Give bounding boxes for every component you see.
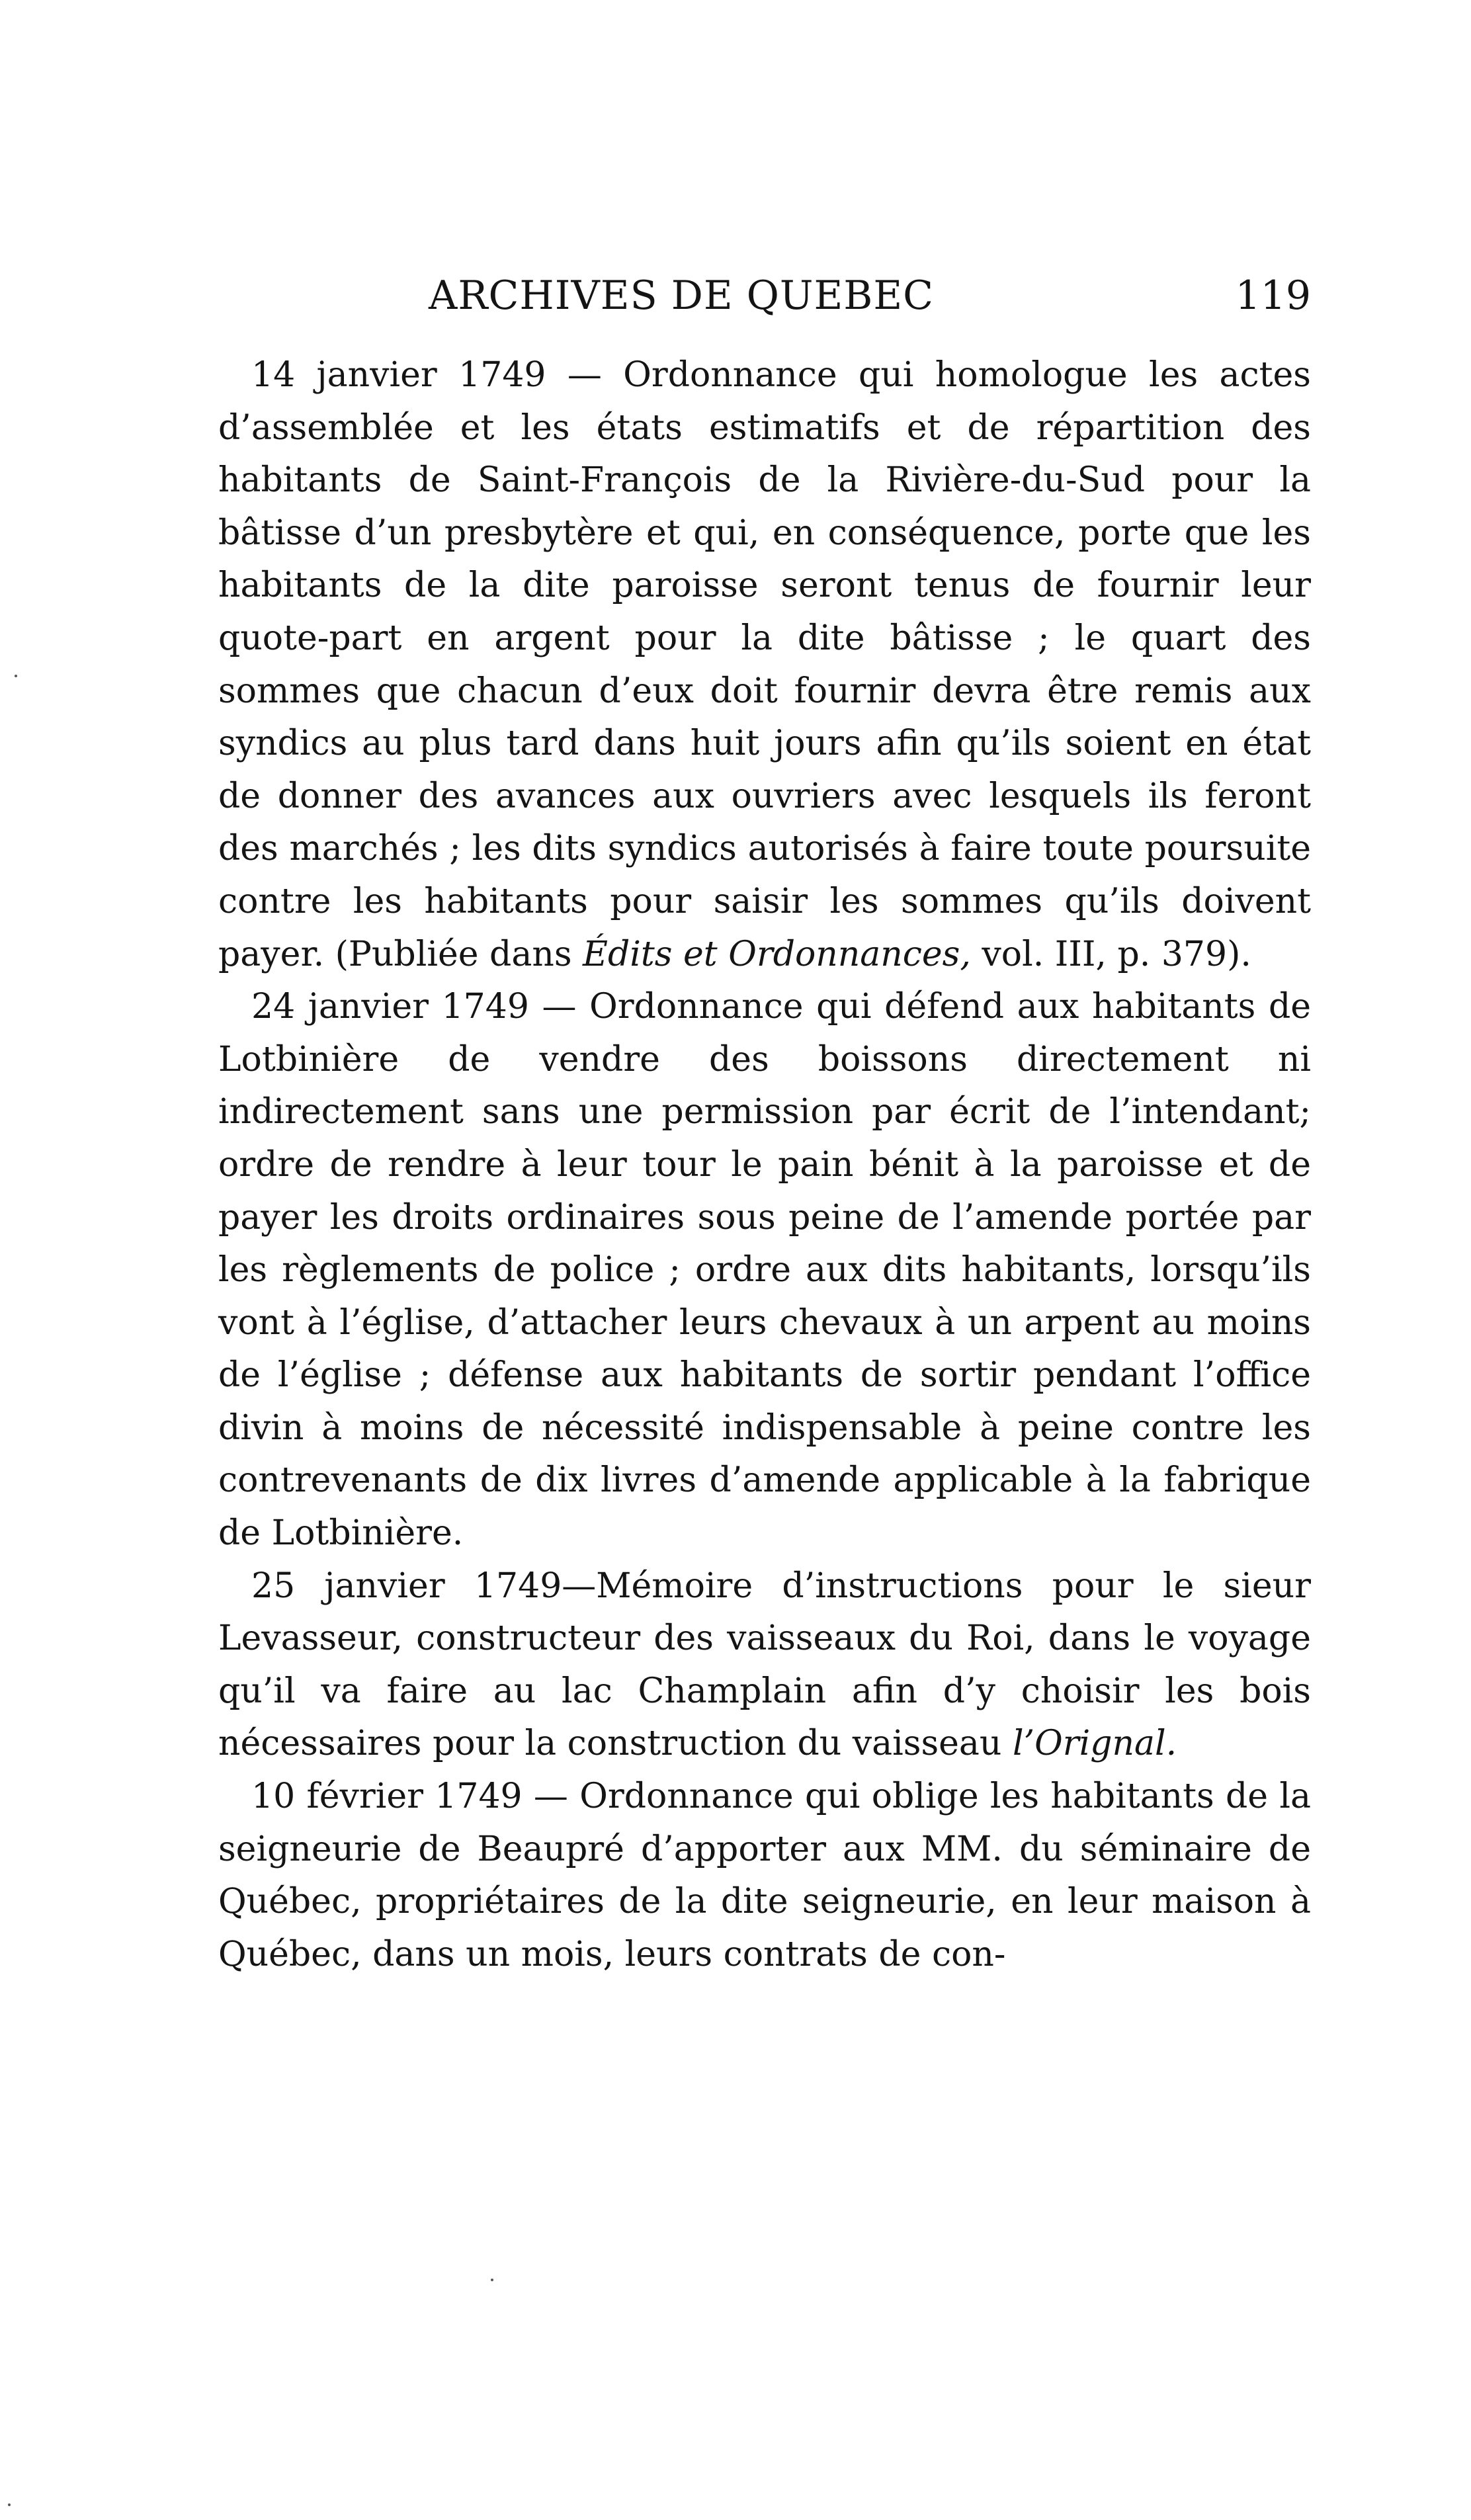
italic-ship-name: l’Orignal. xyxy=(1012,1724,1177,1764)
scan-speck xyxy=(8,2503,11,2506)
entry-24-janvier-1749 xyxy=(218,981,1311,1560)
entry-text: 10 février 1749 — Ordonnance qui oblige les habitants de la seigneurie de Beaupré d’apporter aux MM. du séminaire de Québec, propriétaires de la dite seigneurie, en leur maison à Québec, dans un mois, leurs contrats de con- xyxy=(218,1777,1311,1974)
running-header xyxy=(218,259,1311,332)
page-number: 119 xyxy=(1235,273,1311,319)
running-title: ARCHIVES DE QUEBEC xyxy=(429,273,935,319)
scan-speck xyxy=(491,2279,493,2281)
entry-10-fevrier-1749 xyxy=(218,1771,1311,1981)
entry-text: 25 janvier 1749—Mémoire d’instructions pour le sieur Levasseur, constructeur des vaisseaux du Roi, dans le voyage qu’il va faire au lac Champlain afin d’y choisir les bois nécessaires pour la construction du vaisseau xyxy=(218,1566,1311,1764)
entry-text-end: vol. III, p. 379). xyxy=(970,934,1251,974)
body-text xyxy=(218,349,1311,1981)
entry-text: 24 janvier 1749 — Ordonnance qui défend aux habitants de Lotbinière de vendre des boissons directement ni indirectement sans une permission par écrit de l’intendant; ordre de rendre à leur tour le pain bénit à la paroisse et de payer les droits ordinaires sous peine de l’amende portée par les règlements de police ; ordre aux dits habitants, lorsqu’ils vont à l’église, d’attacher leurs chevaux à un arpent au moins de l’église ; défense aux habitants de sortir pendant l’office divin à moins de nécessité indispensable à peine contre les contrevenants de dix livres d’amende applicable à la fabrique de Lotbinière. xyxy=(218,987,1311,1554)
entry-25-janvier-1749 xyxy=(218,1560,1311,1771)
italic-title: Édits et Ordonnances, xyxy=(583,934,971,974)
entry-text: 14 janvier 1749 — Ordonnance qui homologue les actes d’assemblée et les états estimatifs et de répartition des habitants de Saint-François de la Rivière-du-Sud pour la bâtisse d’un presbytère et qui, en conséquence, porte que les habitants de la dite paroisse seront tenus de fournir leur quote-part en argent pour la dite bâtisse ; le quart des sommes que chacun d’eux doit fournir devra être remis aux syndics au plus tard dans huit jours afin qu’ils soient en état de donner des avances aux ouvriers avec lesquels ils feront des marchés ; les dits syndics autorisés à faire toute poursuite contre les habitants pour saisir les sommes qu’ils doivent payer. (Publiée dans xyxy=(218,355,1311,974)
entry-14-janvier-1749 xyxy=(218,349,1311,981)
scan-speck xyxy=(15,675,17,677)
